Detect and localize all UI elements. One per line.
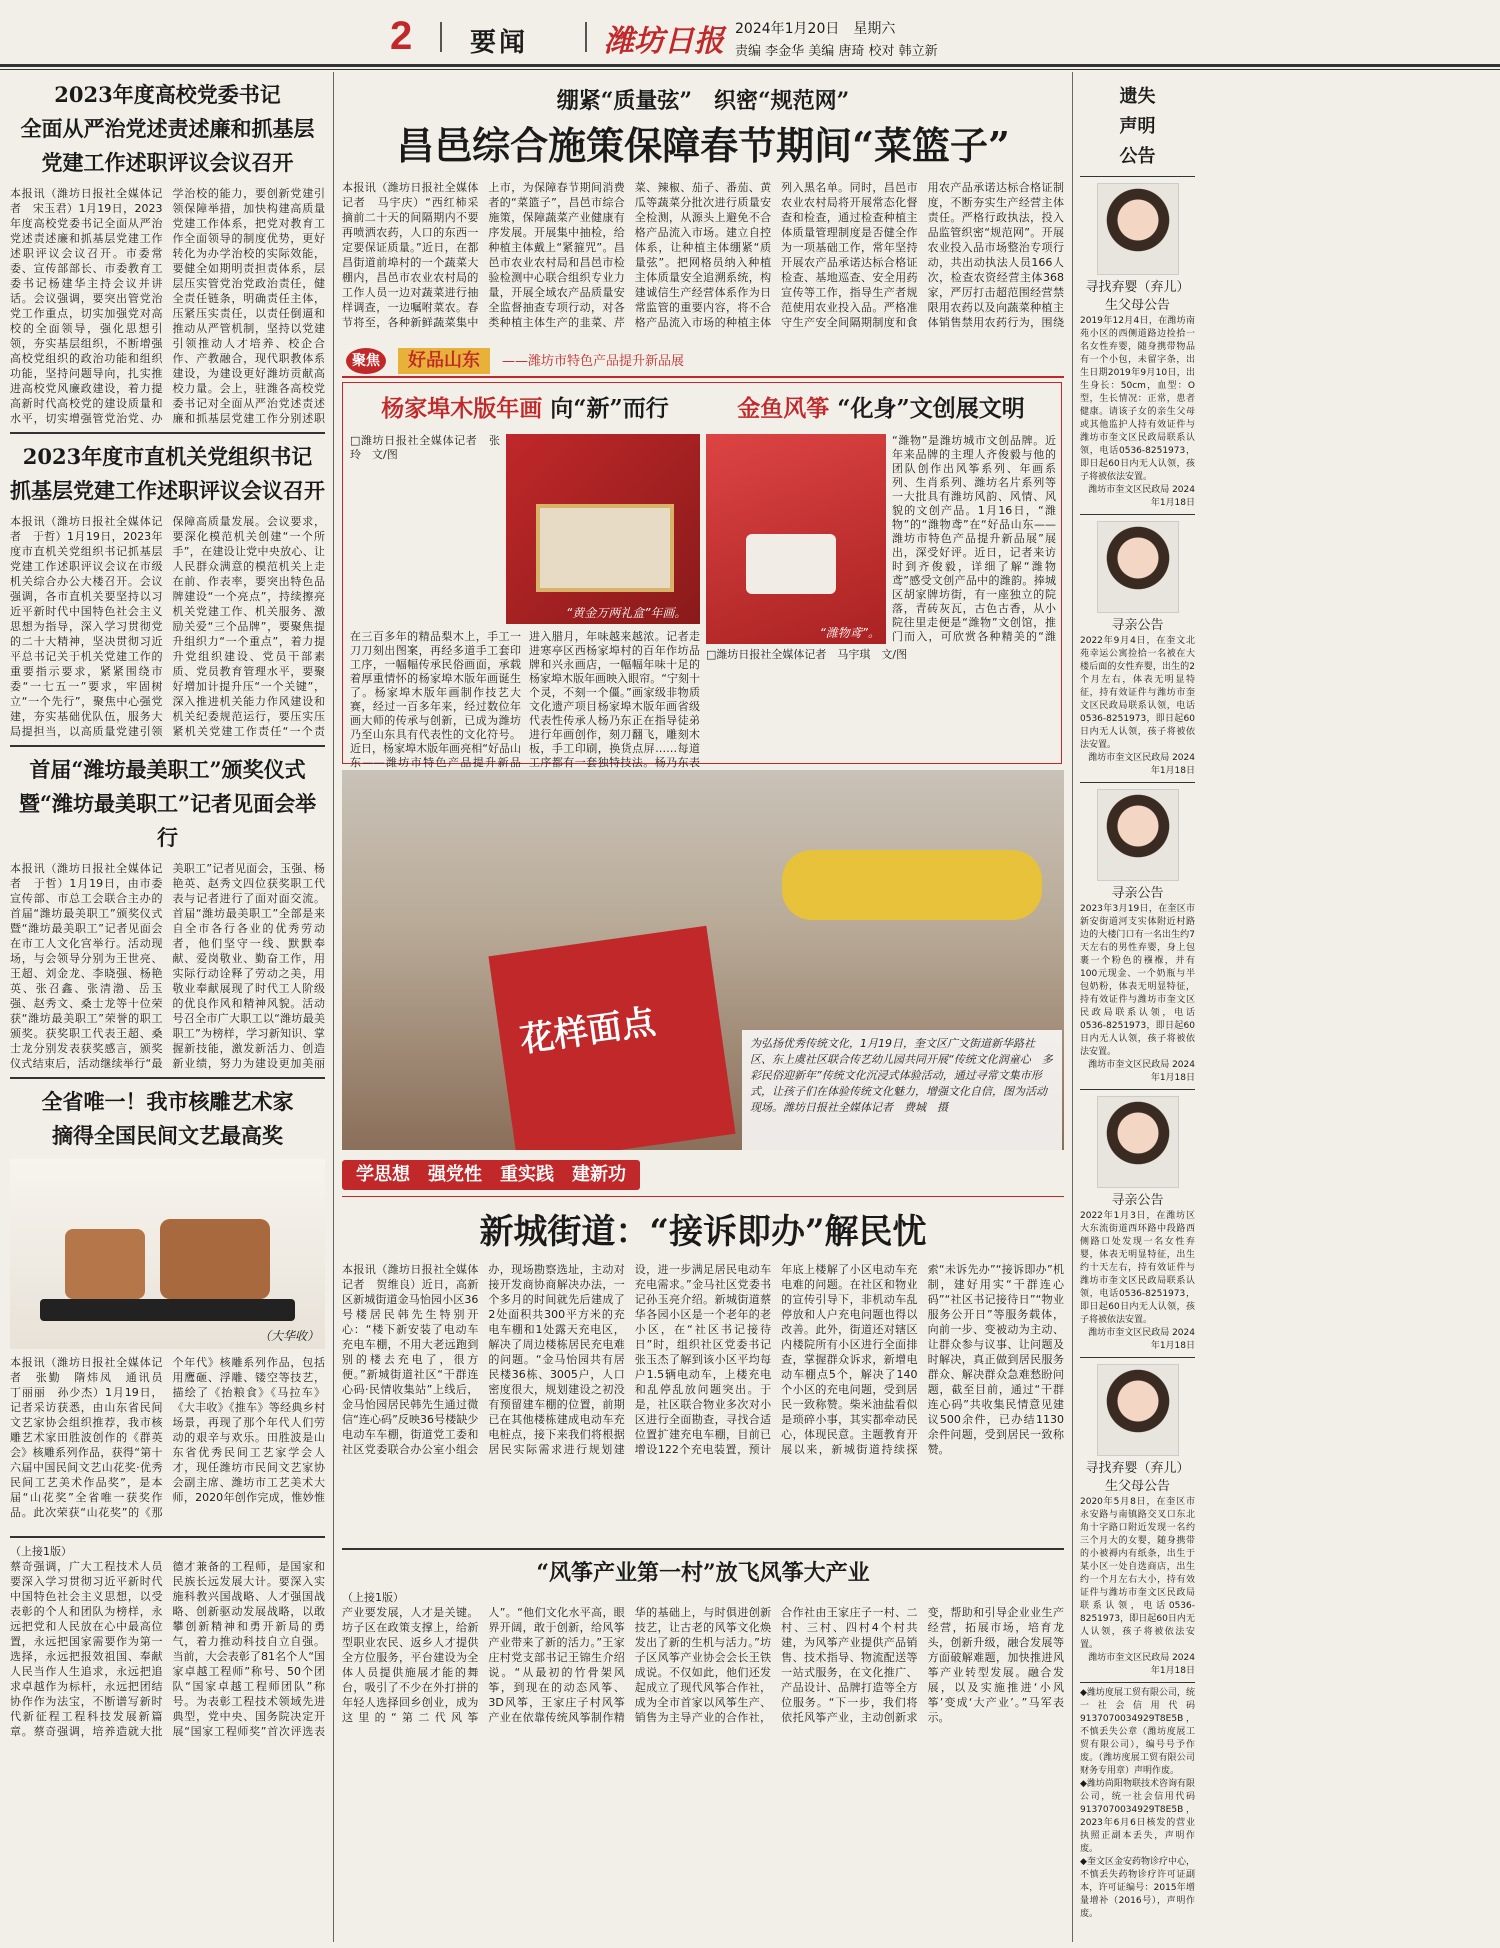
- carving-shape: [65, 1229, 145, 1299]
- notice-body: 2019年12月4日，在潍坊南苑小区的西侧道路边捡拾一名女性弃婴，随身携带物品有一个小包，未留字条，出生日期2019年9月10日，出生身长：50cm，血型：O型，生长情况：正常，患者健康。请该子女的亲生父母或其他监护人持有效证件与潍坊市奎文区民政局联系认领，电话0536-8251973，即日起60日内无人认领，孩子将被依法安置。: [1080, 316, 1195, 482]
- section-rule: [10, 745, 325, 747]
- spacer: [1482, 78, 1490, 79]
- article-text-col: [892, 434, 1056, 644]
- rule: [1080, 782, 1195, 783]
- sign-text: 花样面点: [517, 1001, 658, 1061]
- article-title: 首届“潍坊最美职工”颁奖仪式: [29, 757, 306, 782]
- continued-label: （上接1版）: [342, 1591, 404, 1604]
- notice-body: 2022年9月4日，在奎文北苑幸运公寓捡拾一名被在大楼后面的女性弃婴，出生的2个月左右，体表无明显特征，持有效证件与潍坊市奎文区民政局联系认领，电话0536-8251973，即日起60日内无人认领，孩子将被依法安置。: [1080, 636, 1195, 750]
- article-title: 全省唯一！我市核雕艺术家: [41, 1089, 294, 1114]
- child-photo: [1097, 183, 1179, 275]
- photo-caption: 为弘扬优秀传统文化，1月19日，奎文区广文街道新华路社区、东上虞社区联合传艺幼儿园共同开展“传统文化润童心 多彩民俗迎新年”传统文化沉浸式体验活动，通过寻常文集市形式，让孩子们在体验传统文化魅力，增强文化自信，图为活动现场。潍坊日报社全媒体记者 费城 摄: [750, 1037, 1053, 1114]
- xincheng-article: [342, 1206, 1064, 1532]
- article-body: 本报讯（潍坊日报社全媒体记者 于哲）1月19日，2023年度市直机关党组织书记抓基层党建工作述职评议会议在市级机关综合办公大楼召开。会议强调，各市直机关要坚持以习近平新时代中国特色社会主义思想为指导，深入学习贯彻党的二十大精神，坚决贯彻习近平总书记关于机关党建工作的重要指示要求，紧紧围绕市委“一七五一”要求，牢固树立“一个先行”，聚焦中心强党建，夯实基础优队伍，服务大局提担当，以高质量党建引领保障高质量发展。会议要求，要深化模范机关创建“一个所手”，在建设让党中央放心、让人民群众满意的模范机关上走在前、作表率，要突出特色品牌建设“一个亮点”，持续擦亮机关党建工作、机关服务、激励关爱“三个品牌”，要聚焦提升组织力“一个重点”，着力提升党组织建设、党员干部素质、党员教育管理水平，要聚好增加计提升压“一个关键”，深入推进机关能力作风建设和机关纪委规范运行，要压实压紧机关党建工作责任“一个责: [10, 515, 325, 738]
- goldfish-kite-article: [706, 390, 1056, 662]
- notice-body: 2020年5月8日，在奎区市永安路与南镇路交叉口东北角十字路口附近发现一名约三个月大的女婴，随身携带的小被褥内有纸条，出生于某小区一处自选商店，出生约一个月左右大小，持有效证件与潍坊市奎文区民政局联系认领，电话0536-8251973，即日起60日内无人认领，孩子将被依法安置。: [1080, 1497, 1195, 1650]
- notice-sign: 潍坊市奎文区民政局 2024年1月18日: [1088, 485, 1195, 508]
- slogan-rule: [342, 1196, 1064, 1197]
- page-number: 2: [390, 14, 413, 58]
- lead-headline: 昌邑综合施策保障春节期间“菜篮子”: [396, 123, 1010, 168]
- sign-board-shape: [488, 926, 735, 1150]
- feature-band: [342, 346, 1064, 378]
- article-body: 蔡奇强调，广大工程技术人员要深入学习贯彻习近平新时代中国特色社会主义思想，以受表彰的个人和团队为榜样，永远把党和人民放在心中最高位置，永远把国家需要作为第一选择，永远把报效祖国、奉献人民当作人生追求，永远把追求卓越作为标杆，永远把团结协作作为法宝，不断谱写新时代新征程工程科技发展新篇章。蔡奇强调，培养造就大批德才兼备的工程师，是国家和民族长远发展大计。要深入实施科教兴国战略、人才强国战略、创新驱动发展战略，以敢攀创新精神和勇开新局的勇气，着力推动科技自立自强。当前，大会表彰了81名个人“国家卓越工程师”称号、50个团队“国家卓越工程师团队”称号。为表彰工程技术领域先进典型，党中央、国务院决定开展“国家工程师奖”首次评选表: [10, 1560, 325, 1738]
- band-subtitle: ——潍坊市特色产品提升新品展: [502, 354, 685, 369]
- child-photo: [1097, 789, 1179, 881]
- notice-body: 2023年3月19日，在奎区市新安街道河支实体附近村路边的大楼门口有一名出生约7天左右的男性弃婴，身上包裹一个粉色的襁褓，并有100元现金、一个奶瓶与半包奶粉，体表无明显特征，持有效证件与潍坊市奎文区民政局联系认领，电话0536-8251973，即日起60日内无人认领，孩子将被依法安置。: [1080, 904, 1195, 1057]
- column-divider: [333, 72, 334, 1942]
- notice-title: 寻找弃婴（弃儿）生父母公告: [1085, 280, 1190, 313]
- article-row: [706, 434, 1056, 644]
- article-title: [706, 390, 1056, 428]
- article-title: “风筝产业第一村”放飞风筝大产业: [536, 1560, 870, 1586]
- child-photo: [1097, 1364, 1179, 1456]
- notice-sign: 潍坊市奎文区民政局 2024年1月18日: [1088, 1060, 1195, 1083]
- title-rest: “化身”文创展文明: [837, 395, 1025, 422]
- article-body: 产业要发展，人才是关键。坊子区在政策支撑上，给新型职业农民、返乡人才提供全方位服务，平台建设为全体人员提供施展才能的舞台，吸引了不少在外打拼的年轻人选择回乡创业，成为这里的“第二代风筝人”。“他们文化水平高，眼界开阔，敢于创新，给风筝产业带来了新的活力。”王家庄村党支部书记王锦生介绍说。“从最初的竹骨架风筝，到现在的动态风筝、3D风筝，王家庄子村风筝产业在依靠传统风筝制作精华的基础上，与时俱进创新技艺，让古老的风筝文化焕发出了新的生机与活力。”坊子区风筝产业协会会长王铁成说。不仅如此，他们还发起成立了现代风筝合作社，成为全市首家以风筝生产、销售为主导产业的合作社，合作社由王家庄子一村、二村、三村、四村4个村共建，为风筝产业提供产品销售、技术指导、物流配送等一站式服务，在文化推广、产品设计、品牌打造等全方位服务。“下一步，我们将依托风筝产业，主动创新求变，帮助和引导企业业生产经营，拓展市场，培育龙头，创新升级，融合发展等方面破解难题，加快推进风筝产业转型发展。融合发展，以及实施推进‘小风筝’变成‘大产业’。”马军表示。: [342, 1606, 1064, 1724]
- paper-logo: 潍坊日报: [604, 24, 724, 59]
- lead-subtitle: 绷紧“质量弦” 织密“规范网”: [556, 88, 850, 114]
- photo-caption-box: [742, 1030, 1062, 1150]
- slogan-banner: 学思想 强党性 重实践 建新功: [342, 1160, 640, 1190]
- title-rest: 向“新”而行: [550, 395, 669, 422]
- kite-gift-photo: [706, 434, 886, 644]
- photo-credit: （大华收）: [258, 1329, 319, 1343]
- photo-caption: “黄金万两礼盒”年画。: [566, 606, 687, 620]
- top-rule-thin: [0, 69, 1500, 70]
- section-rule: [10, 1536, 325, 1538]
- kite-industry-article: [342, 1556, 1064, 1935]
- event-photo: [342, 770, 1064, 1150]
- child-photo: [1097, 521, 1179, 613]
- new-year-painting-photo: [506, 434, 700, 624]
- stand-shape: [40, 1299, 295, 1321]
- rule: [1080, 514, 1195, 515]
- top-rule: [0, 64, 1500, 67]
- section-rule: [342, 1548, 1064, 1550]
- notice-title: 寻找弃婴（弃儿）生父母公告: [1085, 1461, 1190, 1494]
- notice-sign: 潍坊市奎文区民政局 2024年1月18日: [1088, 1328, 1195, 1351]
- section-rule: [10, 432, 325, 434]
- notice-heading: 公告: [1119, 146, 1156, 167]
- band-title: 好品山东: [398, 348, 490, 374]
- byline: □潍坊日报社全媒体记者 马宇琪 文/图: [706, 648, 908, 661]
- section-name: 要闻: [470, 28, 529, 58]
- notice-list: [1080, 78, 1195, 1921]
- notice-title: 寻亲公告: [1111, 1193, 1164, 1208]
- kite-shape: [746, 534, 836, 594]
- divider: [440, 22, 442, 52]
- continued-label: （上接1版）: [10, 1545, 72, 1558]
- rule: [1080, 1089, 1195, 1090]
- article-body: 在三百多年的精品梨木上，手工一刀刀刻出图案，再经多道手工套印工序，一幅幅传承民俗画面，承载着厚重情怀的杨家埠木版年画诞生了。杨家埠木版年画制作技艺大赛，经过一百多年来，经过数位年画大师的传承与创新，已成为潍坊乃至山东具有代表性的文化符号。近日，杨家埠木版年画亮相“好品山东——潍坊市特色产品提升新品 进入腊月，年味越来越浓。记者走进寒亭区西杨家埠村的百年作坊品牌和兴永画店，一幅幅年味十足的杨家埠木版年画映入眼帘。“宁刻十个灵，不刻一个僵。”画家级非物质文化遗产项目杨家埠木版年画省级代表性传承人杨乃东正在指导徒弟进行年画创作，刻刀翻飞，雕刻木板，手工印刷，换货点屏……每道工序都有一套独特技法。杨乃东表: [350, 630, 700, 769]
- title-highlight: 金鱼风筝: [737, 395, 830, 422]
- yangjiabu-article: [350, 390, 700, 790]
- section-rule: [10, 1077, 325, 1079]
- article-body: 本报讯（潍坊日报社全媒体记者 贺维良）近日，高新区新城街道金马怡园小区36号楼居民韩先生特别开心：“楼下新安装了电动车充电车棚，不用大老远跑到别的楼去充电了，很方便。”新城街道社区“干群连心码·民情收集站”上线后，金马怡园居民韩先生通过微信“连心码”反映36号楼缺少电动车车棚，街道党工委和社区党委联合办公室小组会办，现场勘察选址，主动对接开发商协商解决办法，一个多月的时间就先后建成了2处面积共300平方米的充电车棚和1处露天充电区，解决了周边楼栋居民充电难的问题。“金马怡园共有居民楼36栋、3005户，人口密度很大，规划建设之初没有预留建车棚的位置，前期已在其他楼栋建成电动车充电桩点，接下来我们将根据居民实际需求进行规划建设，进一步满足居民电动车充电需求。”金马社区党委书记孙玉亮介绍。新城街道蔡华各园小区是一个老年的老小区，在“社区书记接待日”时，组织社区党委书记张玉杰了解到该小区平均每户1.5辆电动车，上楼充电和乱停乱放问题突出。于是，社区联合物业多次对小区进行全面勘查，寻找合适位置扩建充电车棚，目前已增设122个充电装置，预计年底上楼解了小区电动车充电难的问题。在社区和物业的宣传引导下，非机动车乱停放和人户充电问题也得以改善。此外，街道还对辖区内楼院所有小区进行全面排查，掌握群众诉求，新增电动车棚点5个，解决了140个小区的充电问题，受到居民一致称赞。柴米油盐看似是琐碎小事，其实都牵动民心，体现民意。主题教育开展以来，新城街道持续探索“未诉先办”“接诉即办”机制，建好用实“干群连心码”“社区书记接待日”“物业服务公开日”等服务载体，向前一步、变被动为主动、让群众参与议事、让问题及时解决，真正做到居民服务群众、解决群众急难愁盼问题，截至目前，通过“干群连心码”共收集民情意见建议500余件，已办结1130余件问题，受到居民一致称赞。: [342, 1263, 1064, 1456]
- notice-title: 寻亲公告: [1111, 886, 1164, 901]
- notice-body: 2022年1月3日，在潍坊区大东流街道西环路中段路西侧路口处发现一名女性弃婴，体表无明显特征，出生约十天左右，持有效证件与潍坊市奎文区民政局联系认领，电话0536-8251973，即日起60日内无人认领，孩子将被依法安置。: [1080, 1211, 1195, 1325]
- article-title: 摘得全国民间文艺最高奖: [52, 1123, 283, 1148]
- carving-photo: [10, 1159, 325, 1349]
- notice-sign: 潍坊市奎文区民政局 2024年1月18日: [1088, 1653, 1195, 1676]
- dragon-prop-shape: [782, 850, 1042, 920]
- article-title: [350, 390, 700, 428]
- loss-notice: ◆潍坊度展工贸有限公司，统一社会信用代码9137070034929T8E5B，不慎丢失公章（潍坊度展工贸有限公司），编号号予作废。（潍坊度展工贸有限公司财务专用章）声明作废。: [1080, 1688, 1195, 1776]
- article-body: “潍物”是潍坊城市文创品牌。近年来品牌的主理人齐俊毅与他的团队创作出风筝系列、年画系列、生肖系列、潍坊名片系列等一大批具有潍坊风韵、风情、风貌的文创产品。1月16日，“潍物”的“潍物鸢”在“好品山东——潍坊市特色产品提升新品展”展出，深受好评。近日，记者来访时到齐俊毅，详细了解“潍物鸢”感受文创产品中的潍韵。捧城区胡家牌坊街，有一座独立的院落，青砖灰瓦，古色古香，从小院往里走便是“潍物”文创馆，推门而入，可欣赏各种精美的“潍: [892, 434, 1056, 643]
- article-row: [350, 434, 700, 624]
- title-highlight: 杨家埠木版年画: [381, 395, 543, 422]
- article-title: 抓基层党建工作述职评议会议召开: [10, 478, 325, 503]
- notice-heading: 遗失: [1119, 86, 1156, 107]
- photo-caption: “潍物鸢”。: [819, 626, 880, 640]
- article-body: 本报讯（潍坊日报社全媒体记者 于哲）1月19日，由市委宣传部、市总工会联合主办的首届“潍坊最美职工”颁奖仪式暨“潍坊最美职工”记者见面会在市工人文化宫举行。活动现场，与会领导分别为王世亮、王超、刘金龙、李晓强、杨艳英、张召鑫、张清渤、岳玉强、赵秀文、桑士龙等十位荣获“潍坊最美职工”荣誉的职工颁奖。获奖职工代表王超、桑士龙分别发表获奖感言，颁奖仪式结束后，活动继续举行“最美职工”记者见面会，玉强、杨艳英、赵秀文四位获奖职工代表与记者进行了面对面交流。首届“潍坊最美职工”全部是来自全市各行各业的优秀劳动者，他们坚守一线、默默奉献、爱岗敬业、勤奋工作，用实际行动诠释了劳动之美，用敬业奉献展现了时代工人阶级的优良作风和精神风貌。活动号召全市广大职工以“潍坊最美职工”为榜样，学习新知识、掌握新技能，激发新活力、创造新业绩，努力为建设更加美丽: [10, 862, 325, 1070]
- center-column: [342, 78, 1064, 335]
- article-title: 全面从严治党述责述廉和抓基层: [20, 116, 315, 141]
- lead-body: 本报讯（潍坊日报社全媒体记者 马宇庆）“西红柿采摘前二十天的间隔期内不要再喷洒农药，人口的东西一定要保证质量。”近日，在都昌街道前埠村的一个蔬菜大棚内，昌邑市农业农村局的工作人员一边对蔬菜进行抽样调查，一边嘱咐菜农。春节将至，各种新鲜蔬菜集中上市，为保障春节期间消费者的“菜篮子”，昌邑市综合施策，保障蔬菜产业健康有序发展。开展集中抽检，给种植主体戴上“紧箍咒”。昌邑市农业农村局和昌邑市检验检测中心联合组织专业力量，开展全域农产品质量安全监督抽查专项行动，对各类种植主体生产的韭菜、芹菜、辣椒、茄子、番茄、黄瓜等蔬菜分批次进行质量安全检测，从源头上避免不合格产品流入市场。建立自控体系，让种植主体绷紧“质量弦”。把网格员纳入种植主体质量安全追溯系统，构建诚信生产经营体系作为日常监管的重要内容，将不合格产品流入市场的种植主体列入黑名单。同时，昌邑市农业农村局将开展常态化督查和检查，通过检查种植主体质量管理制度是否健全作为一项基础工作，常年坚持开展农产品承诺达标合格证检查、基地巡查、安全用药宣传等工作，指导生产者规范使用农业投入品。严格准守生产安全间隔期制度和食用农产品承诺达标合格证制度，不断夯实生产经营主体责任。严格行政执法，投入品监管织密“规范网”。开展农业投入品市场整治专项行动，共出动执法人员166人次，检查农资经营主体368家，严厉打击超范围经营禁限用农药以及向蔬菜种植主体销售禁用农药行为，围绕: [342, 181, 1064, 329]
- issue-date: 2024年1月20日 星期六: [735, 21, 896, 37]
- article-text-col: [350, 434, 500, 624]
- article-title: 2023年度市直机关党组织书记: [22, 444, 313, 469]
- article-body: 本报讯（潍坊日报社全媒体记者 张勤 隋炜凤 通讯员 丁丽丽 孙少杰）1月19日，记者采访获悉，由山东省民间文艺家协会组织推荐，我市核雕艺术家田胜波创作的《群英会》核雕系列作品，获得“第十六届中国民间文艺山花奖·优秀民间工艺美术作品奖”，是本届“山花奖”全省唯一获奖作品。此次荣获“山花奖”的《那个年代》核雕系列作品，包括用鹰砸、浮雕、镂空等技艺，描绘了《抬粮食》《马拉车》《大丰收》《推车》等经典乡村场景，再现了那个年代人们劳动的艰辛与欢乐。田胜波是山东省优秀民间工艺家学会人才，现任潍坊市民间文艺家协会副主席、潍坊市工艺美术大师，2020年创作完成，惟妙惟: [10, 1356, 325, 1519]
- child-photo: [1097, 1096, 1179, 1188]
- divider: [585, 22, 587, 52]
- loss-notice: ◆潍坊尚阳物联技术咨询有限公司，统一社会信用代码9137070034929T8E5B，2023年6月6日核发的营业执照正副本丢失，声明作废。: [1080, 1779, 1195, 1854]
- article-title: 新城街道：“接诉即办”解民忧: [479, 1212, 927, 1252]
- band-tag: 聚焦: [346, 348, 386, 374]
- carving-shape: [160, 1219, 270, 1299]
- notice-title: 寻亲公告: [1111, 618, 1164, 633]
- rule: [1080, 1682, 1195, 1683]
- article-body: 本报讯（潍坊日报社全媒体记者 宋玉君）1月19日，2023年度高校党委书记全面从严治党述责述廉和抓基层党建工作述职评议会议召开。市委常委、宣传部部长、市委教育工委书记杨建华主持会议并讲话。会议强调，要突出管党治党工作重点，切实加强党对高校的全面领导，强化思想引领，夯实基层组织，不断增强高校党组织的政治功能和组织功能，坚持问题导向，扎实推进高校党风廉政建设，着力提高新时代高校党的建设质量和水平，切实增强管党治党、办学治校的能力，要创新党建引领保障举措，加快构建高质量党建工作体系，把党对教育工作全面领导的制度优势，更好转化为办学治校的实际效能，要健全如期明责担责体系，层层压实管党治党政治责任，健全责任链条，明确责任主体，压紧压实责任，以责任倒逼和推动从严管机制，坚持以党建引领推动人才培养、校企合作、产教融合，现代职教体系建设，为建设更好潍坊贡献高校力量。会上，驻潍各高校党委书记对全面从严治党述责述廉和抓基层党建工作分别述职: [10, 187, 325, 425]
- left-column: [10, 78, 325, 1749]
- byline: □潍坊日报社全媒体记者 张玲 文/图: [350, 434, 500, 461]
- rule: [1080, 176, 1195, 177]
- editor-credits: 责编 李金华 美编 唐琦 校对 韩立新: [735, 44, 938, 59]
- painting-box-shape: [536, 504, 674, 592]
- article-title: 2023年度高校党委书记: [54, 82, 281, 107]
- rule: [1080, 1357, 1195, 1358]
- article-title: 党建工作述职评议会议召开: [41, 150, 294, 175]
- column-divider: [1072, 72, 1073, 1942]
- notice-sign: 潍坊市奎文区民政局 2024年1月18日: [1088, 753, 1195, 776]
- masthead: [0, 0, 1500, 62]
- notice-heading: 声明: [1119, 116, 1156, 137]
- article-title: 暨“潍坊最美职工”记者见面会举行: [18, 791, 317, 850]
- loss-notice: ◆奎文区金安药物诊疗中心，不慎丢失药物诊疗许可证副本，许可证编号：2015年增量增补（2016号），声明作废。: [1080, 1857, 1195, 1919]
